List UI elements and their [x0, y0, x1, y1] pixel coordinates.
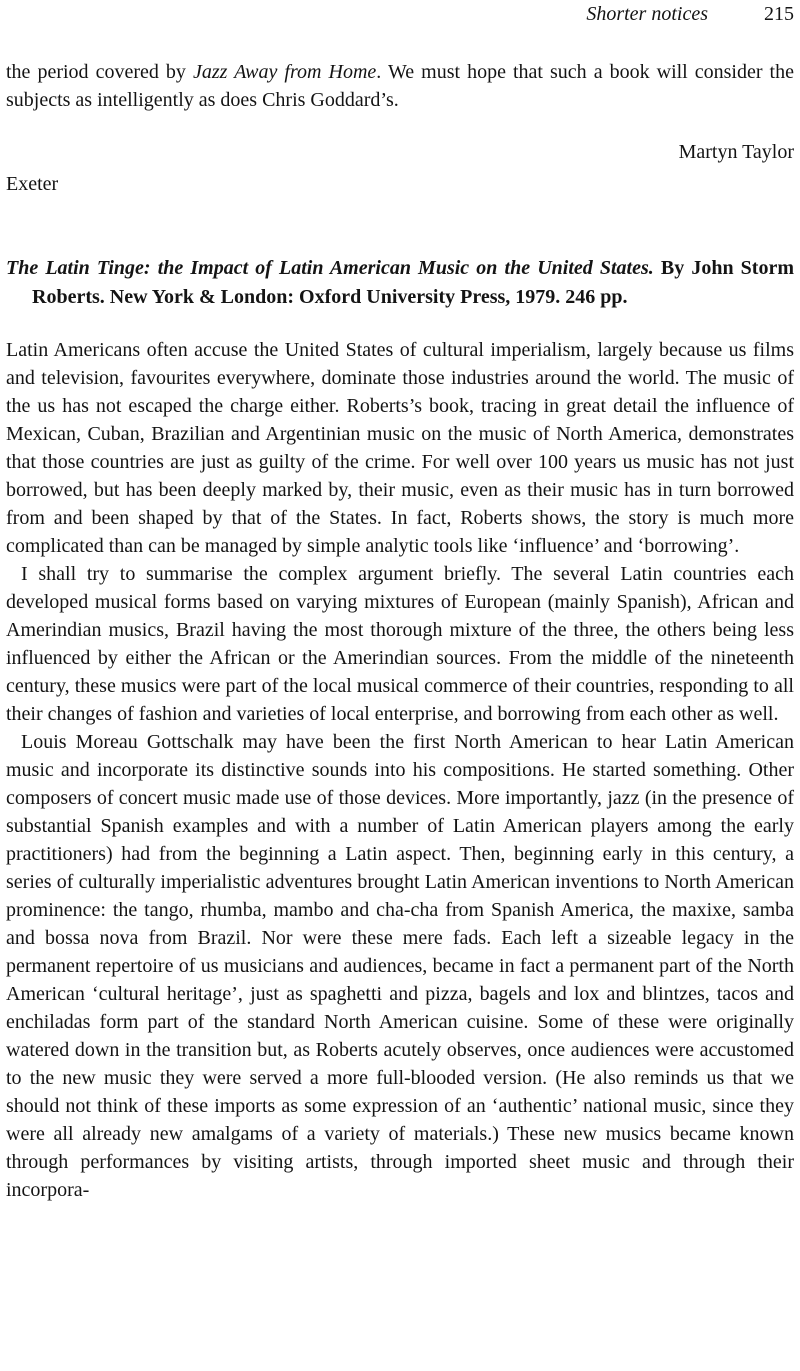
review-paragraph-3: Louis Moreau Gottschalk may have been the first North American to hear Latin American music and incorporate its distinctive sounds into his compositions. He started something. Other composers of concert music made use of those devices. More importantly, jazz (in the presence of substantial Spanish examples and with a number of Latin American players among the early practitioners) had from the beginning a Latin aspect. Then, beginning early in this century, a series of culturally imperialistic adventures brought Latin American inventions to North American prominence: the tango, rhumba, mambo and cha-cha from Spanish America, the maxixe, samba and bossa nova from Brazil. Nor were these mere fads. Each left a sizeable legacy in the permanent repertoire of us musicians and audiences, became in fact a permanent part of the North American ‘cultural heritage’, just as spaghetti and pizza, bagels and lox and blintzes, tacos and enchiladas form part of the standard North American cuisine. Some of these were originally watered down in the transition but, as Roberts acutely observes, once audiences were accustomed to the new music they were served a more full-blooded version. (He also reminds us that we should not think of these imports as some expression of an ‘authentic’ national music, since they were all already new amalgams of a variety of materials.) These new musics became known through performances by visiting artists, through imported sheet music and through their incorpora- — [6, 731, 794, 1201]
running-title: Shorter notices — [586, 3, 708, 25]
reviewed-book-citation: By John Storm Roberts. New York & London: Oxford University Press, 1979. 246 pp. — [32, 257, 795, 308]
review-paragraph-1: Latin Americans often accuse the United States of cultural imperialism, largely because us films and television, favourites everywhere, dominate those industries around the world. The music of the us has not escaped the charge either. Roberts’s book, tracing in great detail the influence of Mexican, Cuban, Brazilian and Argentinian music on the music of North America, demonstrates that those countries are just as guilty of the crime. For well over 100 years us music has not just borrowed, but has been deeply marked by, their music, even as their music has in turn borrowed from and been shaped by that of the States. In fact, Roberts shows, the story is much more complicated than can be managed by simple analytic tools like ‘influence’ and ‘borrowing’. — [6, 339, 794, 557]
review-heading — [6, 254, 794, 312]
reviewer-name: Martyn Taylor — [678, 141, 794, 163]
intro-text-before: the period covered by — [6, 61, 193, 83]
reviewed-book-title: The Latin Tinge: the Impact of Latin American Music on the United States. — [6, 257, 654, 279]
review-paragraph-2: I shall try to summarise the complex argument briefly. The several Latin countries each developed musical forms based on varying mixtures of European (mainly Spanish), African and Amerindian musics, Brazil having the most thorough mixture of the three, the others being less influenced by either the African or the Amerindian sources. From the middle of the nineteenth century, these musics were part of the local musical commerce of their countries, responding to all their changes of fashion and varieties of local enterprise, and borrowing from each other as well. — [6, 563, 794, 725]
intro-paragraph — [6, 58, 794, 114]
book-title-jazz-away-from-home: Jazz Away from Home — [192, 61, 377, 83]
page-number: 215 — [764, 3, 794, 25]
intro-text-after: . We must hope that such a book will consider the subjects as intelligently as does Chris Goddard’s. — [6, 61, 794, 111]
page-header — [6, 2, 794, 26]
reviewer-location: Exeter — [6, 173, 59, 195]
review-body — [6, 336, 794, 1204]
